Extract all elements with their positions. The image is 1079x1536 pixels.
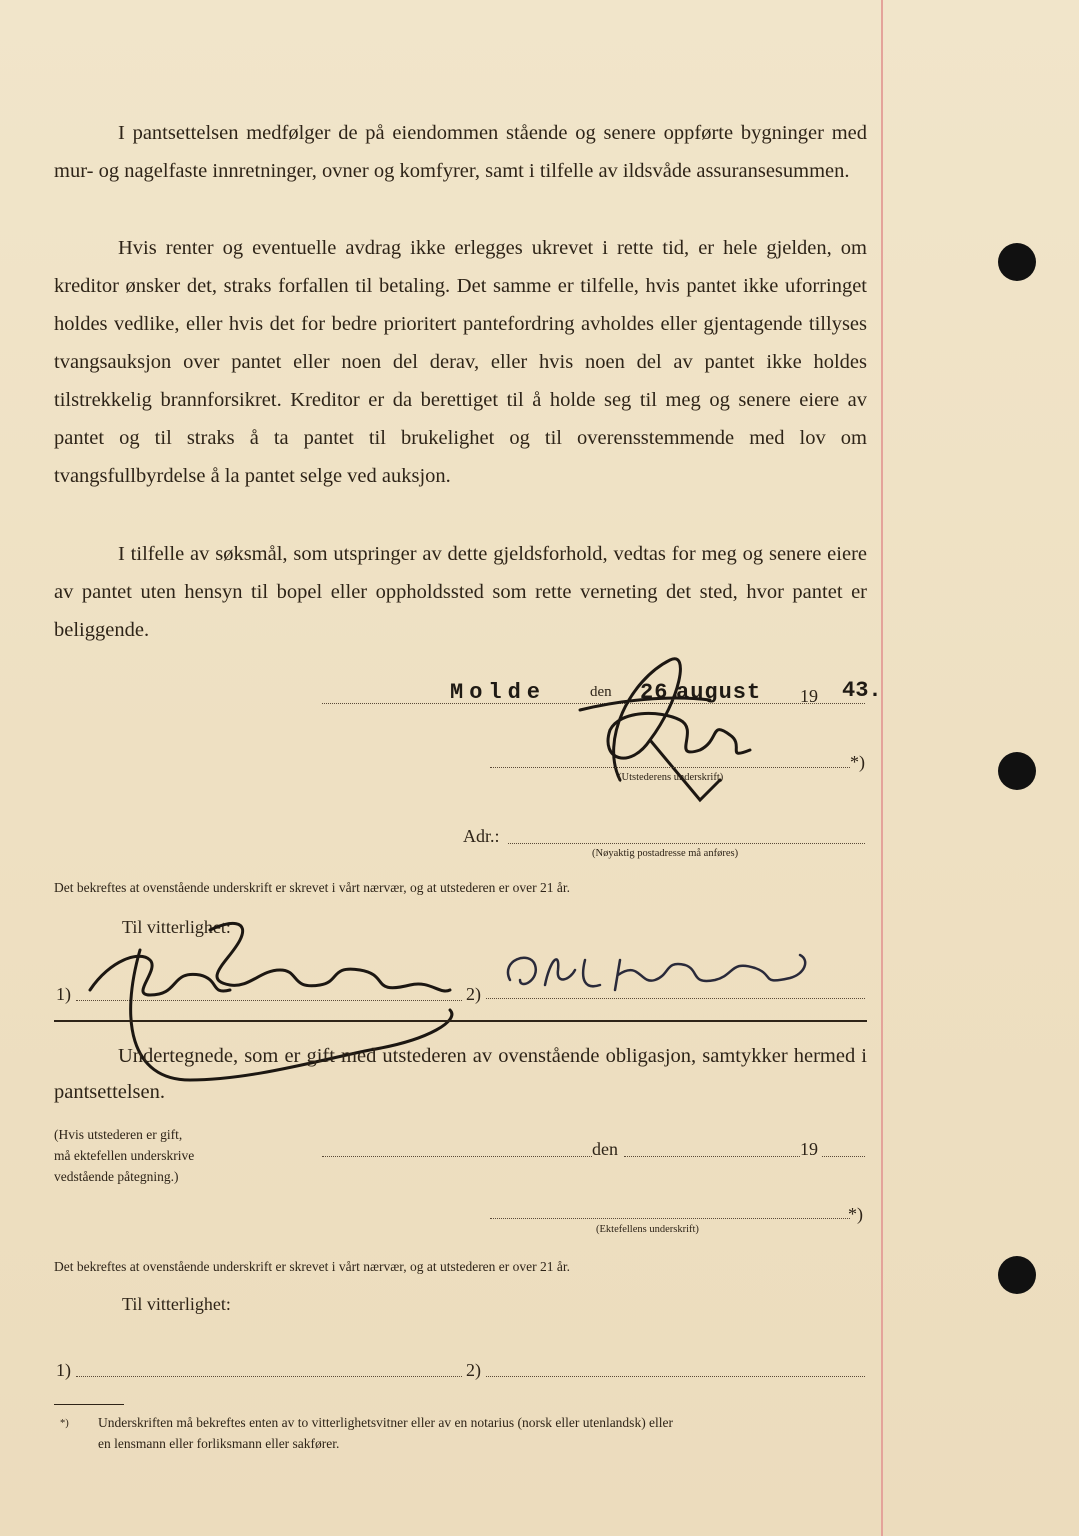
spouse-note [54,1124,194,1187]
address-caption: (Nøyaktig postadresse må anføres) [592,848,739,859]
spouse-place-line [322,1156,592,1157]
paragraph-text: Undertegnede, som er gift med utstederen av ovenstående obligasjon, samtykker hermed i pantsettelsen. [54,1045,867,1103]
spouse-year-line [822,1156,865,1157]
witness-number-2: 2) [466,984,481,1004]
spouse-signature-caption: (Ektefellens underskrift) [596,1224,699,1235]
issuer-signature-caption: (Utstederens underskrift) [618,772,724,783]
spouse-signature-line [490,1218,850,1219]
footnote-rule [54,1404,124,1405]
witness2-line-1 [76,1376,462,1377]
paragraph-pledge-scope [54,114,867,190]
witness-signature-2 [490,940,820,1000]
issuer-asterisk: *) [850,752,865,772]
witness2-number-1: 1) [56,1360,71,1380]
witness2-line-2 [486,1376,865,1377]
paragraph-default-terms [54,229,867,495]
place-name: Molde [450,680,547,705]
issuer-signature-line [490,767,850,768]
spouse-consent-paragraph [54,1038,867,1110]
footnote-line: Underskriften må bekreftes enten av to vitterlighetsvitner eller av en notarius (norsk eller utenlandsk) eller [98,1415,674,1430]
date-day: 26. [640,680,683,705]
witness2-number-2: 2) [466,1360,481,1380]
address-line [508,843,865,844]
date-month: august [676,680,762,705]
year-suffix: 43. [842,678,882,703]
confirmation-text: Det bekreftes at ovenstående underskrift er skrevet i vårt nærvær, og at utstederen er over 21 år. [54,880,571,895]
punch-hole [998,752,1036,790]
issuer-signature [560,640,770,810]
footnote-marker: *) [60,1418,69,1429]
spouse-asterisk: *) [848,1204,863,1224]
spouse-den-label: den [592,1139,618,1159]
address-label: Adr.: [463,826,500,846]
footnote-text [98,1412,868,1454]
margin-rule [881,0,883,1536]
footnote-line: en lensmann eller forliksmann eller sakfører. [98,1436,340,1451]
spouse-date-line [624,1156,800,1157]
paragraph-text: I tilfelle av søksmål, som utspringer av dette gjeldsforhold, vedtas for meg og senere eiere av pantet uten hensyn til bopel eller oppholdssted som rette verneting det sted, hvor pantet er beliggende. [54,543,867,641]
spouse-note-line: (Hvis utstederen er gift, [54,1127,183,1142]
witness-heading: Til vitterlighet: [122,917,231,937]
witness-number-1: 1) [56,984,71,1004]
spouse-year-prefix: 19 [800,1139,818,1159]
paragraph-text: I pantsettelsen medfølger de på eiendommen stående og senere oppførte bygninger med mur- og nagelfaste innretninger, ovner og komfyrer, samt i tilfelle av ildsvåde assuransesummen. [54,122,867,182]
paragraph-jurisdiction [54,535,867,649]
spouse-note-line: må ektefellen underskrive [54,1148,195,1163]
punch-hole [998,1256,1036,1294]
spouse-note-line: vedstående påtegning.) [54,1169,179,1184]
witness-heading-2: Til vitterlighet: [122,1294,231,1314]
den-label: den [590,684,612,700]
section-divider [54,1020,867,1022]
punch-hole [998,243,1036,281]
confirmation-text-2: Det bekreftes at ovenstående underskrift er skrevet i vårt nærvær, og at utstederen er over 21 år. [54,1259,571,1274]
year-prefix: 19 [800,686,818,706]
paragraph-text: Hvis renter og eventuelle avdrag ikke erlegges ukrevet i rette tid, er hele gjelden, om kreditor ønsker det, straks forfallen til betaling. Det samme er tilfelle, hvis pantet ikke uforringet holdes vedlike, eller hvis det for bedre prioritert pantefordring avholdes eller gjentagende tillyses tvangsauksjon over pantet eller noen del derav, eller hvis noen del av pantet ikke holdes tilstrekkelig brannforsikret. Kreditor er da berettiget til å holde seg til meg og senere eiere av pantet og til straks å ta pantet til brukelighet og til overensstemmende med lov om tvangsfullbyrdelse å la pantet selge ved auksjon. [54,237,867,487]
